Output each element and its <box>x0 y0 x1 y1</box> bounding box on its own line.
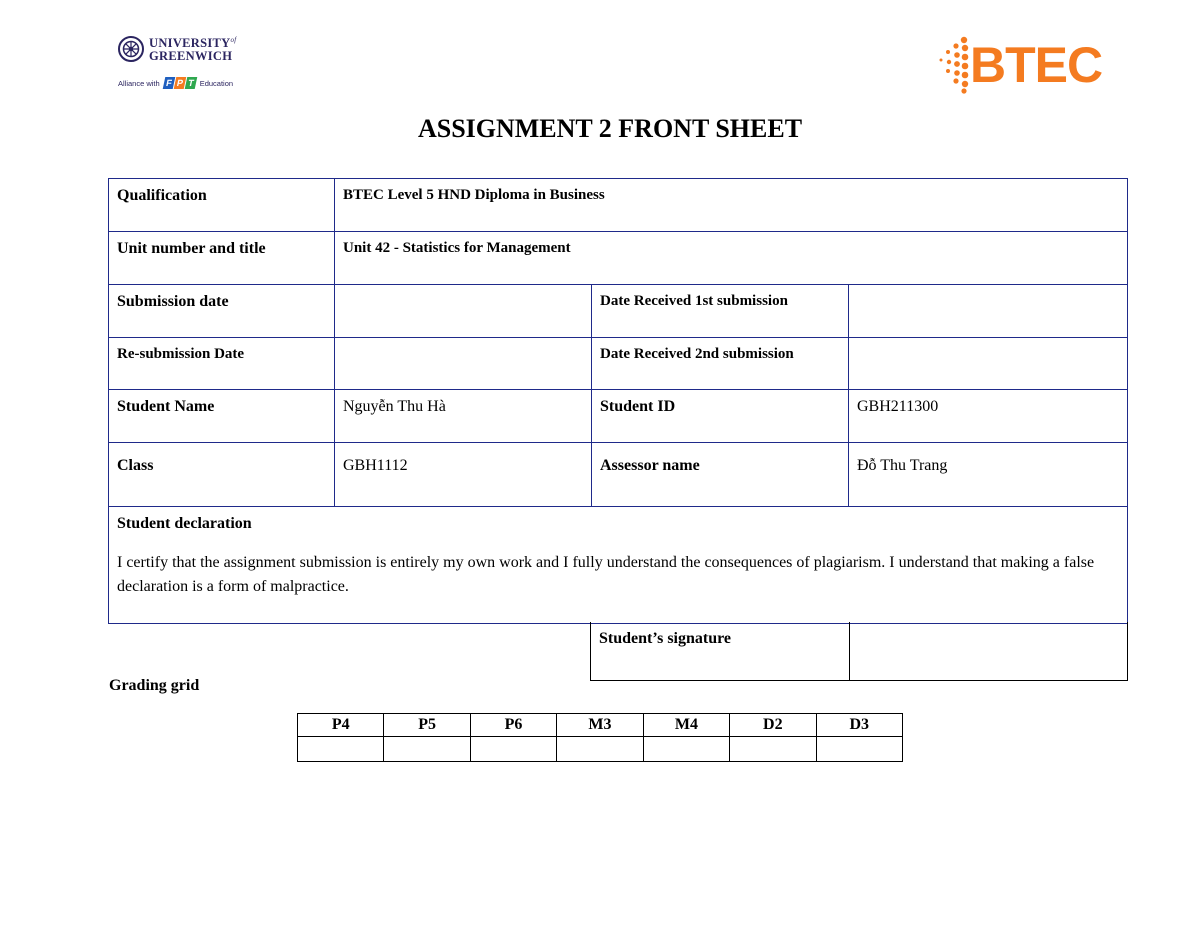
submission-row <box>109 285 1128 338</box>
grade-header: M4 <box>643 714 729 737</box>
grading-grid-label: Grading grid <box>109 677 200 694</box>
grade-header: D2 <box>730 714 816 737</box>
fpt-letter-t: T <box>184 77 197 89</box>
submission-date-field[interactable] <box>335 285 592 338</box>
resubmission-date-field[interactable] <box>335 338 592 390</box>
date-received-1-label: Date Received 1st submission <box>592 285 849 338</box>
declaration-row <box>109 507 1128 624</box>
student-row <box>109 390 1128 443</box>
fpt-letter-p: P <box>173 77 186 89</box>
university-greenwich-logo <box>118 34 248 96</box>
class-row <box>109 443 1128 507</box>
qualification-value: BTEC Level 5 HND Diploma in Business <box>335 179 1128 232</box>
class-value[interactable]: GBH1112 <box>335 443 592 507</box>
university-name-bottom: GREENWICH <box>149 49 233 64</box>
grade-cell[interactable] <box>730 737 816 762</box>
declaration-heading: Student declaration <box>117 515 252 532</box>
grade-cell[interactable] <box>470 737 556 762</box>
grade-header: P4 <box>298 714 384 737</box>
resubmission-date-label: Re-submission Date <box>109 338 335 390</box>
grade-header: P6 <box>470 714 556 737</box>
signature-field[interactable] <box>850 622 1128 681</box>
unit-row <box>109 232 1128 285</box>
unit-value: Unit 42 - Statistics for Management <box>335 232 1128 285</box>
resubmission-row <box>109 338 1128 390</box>
assessor-label: Assessor name <box>592 443 849 507</box>
signature-table <box>590 622 1128 681</box>
student-id-value[interactable]: GBH211300 <box>849 390 1128 443</box>
grade-header: P5 <box>384 714 470 737</box>
grade-cell[interactable] <box>384 737 470 762</box>
student-name-value[interactable]: Nguyễn Thu Hà <box>335 390 592 443</box>
qualification-label: Qualification <box>109 179 335 232</box>
signature-label: Student’s signature <box>591 622 850 681</box>
grade-cell[interactable] <box>643 737 729 762</box>
student-name-label: Student Name <box>109 390 335 443</box>
grade-cell[interactable] <box>557 737 643 762</box>
date-received-2-label: Date Received 2nd submission <box>592 338 849 390</box>
btec-wordmark: BTEC <box>970 37 1103 93</box>
class-label: Class <box>109 443 335 507</box>
education-text: Education <box>199 78 234 88</box>
university-seal-icon <box>118 36 144 62</box>
alliance-line <box>118 77 233 89</box>
university-of: of <box>230 36 237 44</box>
university-name-top: UNIVERSITY <box>149 36 231 51</box>
grade-cell[interactable] <box>298 737 384 762</box>
grade-header: M3 <box>557 714 643 737</box>
declaration-cell <box>109 507 1128 624</box>
unit-label: Unit number and title <box>109 232 335 285</box>
assessor-value[interactable]: Đỗ Thu Trang <box>849 443 1128 507</box>
fpt-logo <box>164 77 197 89</box>
grading-grid-table <box>297 713 903 762</box>
page-title: ASSIGNMENT 2 FRONT SHEET <box>417 114 803 143</box>
declaration-text: I certify that the assignment submission is entirely my own work and I fully understand the consequences of plagiarism. I understand that making a false declaration is a form of malpractice. <box>117 554 1095 595</box>
date-received-1-field[interactable] <box>849 285 1128 338</box>
grade-cell[interactable] <box>816 737 902 762</box>
btec-dots-icon <box>936 34 970 94</box>
grade-header: D3 <box>816 714 902 737</box>
grading-header-row <box>298 714 903 737</box>
fpt-letter-f: F <box>162 77 175 89</box>
alliance-text: Alliance with <box>118 78 160 88</box>
qualification-row <box>109 179 1128 232</box>
student-id-label: Student ID <box>592 390 849 443</box>
grading-value-row <box>298 737 903 762</box>
submission-date-label: Submission date <box>109 285 335 338</box>
front-sheet-table <box>108 178 1128 624</box>
btec-logo <box>936 34 1120 94</box>
date-received-2-field[interactable] <box>849 338 1128 390</box>
